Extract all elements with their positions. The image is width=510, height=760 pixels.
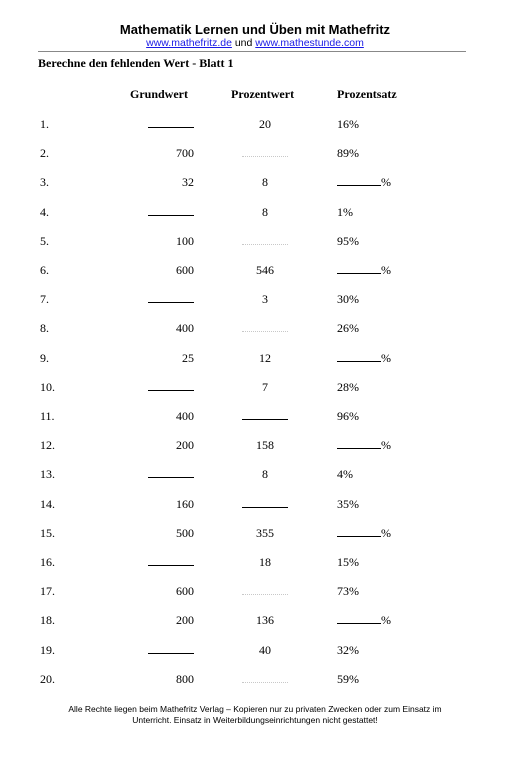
links-connector: und (231, 37, 256, 49)
table-row (0, 408, 510, 424)
prozentwert-blank[interactable] (242, 408, 288, 424)
answer-line (337, 525, 381, 537)
grundwert-blank[interactable] (148, 379, 194, 395)
column-header-prozentsatz: Prozentsatz (337, 87, 397, 101)
answer-line (148, 291, 194, 303)
grundwert-value: 400 (176, 409, 194, 423)
prozentwert-value: 3 (262, 292, 268, 307)
column-header-prozentwert: Prozentwert (231, 87, 295, 101)
row-number: 17. (40, 584, 55, 599)
table-row (0, 233, 510, 249)
row-number: 15. (40, 525, 55, 540)
prozentsatz-value: 1% (337, 204, 353, 219)
answer-line (337, 350, 381, 362)
prozentwert-blank[interactable] (242, 320, 288, 336)
table-row (0, 554, 510, 570)
table-row (0, 525, 510, 541)
site-title: Mathematik Lernen und Üben mit Mathefritz (119, 22, 391, 37)
table-row (0, 612, 510, 628)
grundwert-blank[interactable] (148, 554, 194, 570)
prozentwert-value: 12 (259, 350, 271, 365)
mathestunde-link[interactable]: www.mathestunde.com (255, 37, 364, 49)
row-number: 3. (40, 175, 49, 190)
row-number: 20. (40, 671, 55, 686)
prozentsatz-value: 32% (337, 642, 359, 657)
table-row (0, 379, 510, 395)
answer-line (242, 583, 288, 595)
answer-line (148, 116, 194, 128)
prozentwert-blank[interactable] (242, 671, 288, 687)
prozentwert-value: 158 (256, 438, 274, 453)
grundwert-value: 160 (176, 496, 194, 511)
grundwert-value: 500 (176, 525, 194, 540)
prozentsatz-value: 15% (337, 555, 359, 569)
prozentsatz-value: 59% (337, 671, 359, 686)
table-row (0, 291, 510, 307)
table-row (0, 437, 510, 453)
prozentsatz-blank[interactable] (337, 437, 391, 453)
prozentwert-value: 8 (262, 467, 268, 482)
table-row (0, 642, 510, 658)
answer-line (148, 642, 194, 654)
row-number: 4. (40, 204, 49, 219)
answer-line (242, 320, 288, 332)
percent-sign: % (381, 525, 391, 540)
prozentsatz-value: 96% (337, 409, 359, 423)
row-number: 11. (40, 409, 55, 423)
row-number: 14. (40, 496, 55, 511)
table-row (0, 145, 510, 161)
table-row (0, 116, 510, 132)
answer-line (337, 262, 381, 274)
prozentwert-value: 136 (256, 613, 274, 628)
prozentsatz-value: 4% (337, 467, 353, 482)
grundwert-value: 25 (182, 350, 194, 365)
column-header-grundwert: Grundwert (130, 87, 188, 101)
prozentwert-value: 20 (259, 117, 271, 131)
grundwert-value: 100 (176, 233, 194, 248)
prozentwert-value: 18 (259, 555, 271, 569)
table-row (0, 466, 510, 482)
prozentwert-value: 40 (259, 642, 271, 657)
grundwert-value: 400 (176, 321, 194, 336)
header-links (0, 37, 510, 50)
grundwert-value: 600 (176, 584, 194, 599)
percent-sign: % (381, 175, 391, 190)
grundwert-blank[interactable] (148, 116, 194, 132)
percent-sign: % (381, 350, 391, 365)
prozentwert-value: 8 (262, 175, 268, 190)
table-row (0, 204, 510, 220)
answer-line (337, 174, 381, 186)
table-row (0, 174, 510, 190)
prozentsatz-blank[interactable] (337, 262, 391, 278)
prozentwert-value: 355 (256, 525, 274, 540)
table-row (0, 350, 510, 366)
grundwert-value: 200 (176, 438, 194, 453)
footer-line-1: Alle Rechte liegen beim Mathefritz Verlag – Kopieren nur zu privaten Zwecken oder zum Einsatz im (68, 704, 442, 714)
prozentsatz-value: 35% (337, 496, 359, 511)
row-number: 1. (40, 117, 49, 131)
sheet-title: Berechne den fehlenden Wert - Blatt 1 (38, 56, 234, 70)
answer-line (242, 408, 288, 420)
answer-line (148, 204, 194, 216)
table-row (0, 583, 510, 599)
prozentsatz-blank[interactable] (337, 525, 391, 541)
answer-line (242, 671, 288, 683)
header-divider (38, 51, 466, 52)
table-row (0, 671, 510, 687)
prozentwert-blank[interactable] (242, 233, 288, 249)
percent-sign: % (381, 263, 391, 277)
answer-line (148, 379, 194, 391)
row-number: 7. (40, 292, 49, 307)
prozentsatz-blank[interactable] (337, 174, 391, 190)
grundwert-value: 800 (176, 671, 194, 686)
answer-line (242, 233, 288, 245)
row-number: 2. (40, 146, 49, 161)
prozentwert-value: 7 (262, 379, 268, 394)
grundwert-value: 600 (176, 263, 194, 277)
answer-line (337, 437, 381, 449)
row-number: 10. (40, 379, 55, 394)
row-number: 19. (40, 642, 55, 657)
prozentsatz-value: 95% (337, 233, 359, 248)
grundwert-blank[interactable] (148, 642, 194, 658)
grundwert-blank[interactable] (148, 291, 194, 307)
prozentsatz-value: 89% (337, 146, 359, 161)
prozentsatz-value: 30% (337, 292, 359, 307)
percent-sign: % (381, 438, 391, 453)
table-row (0, 262, 510, 278)
prozentsatz-value: 16% (337, 117, 359, 131)
page-header (0, 22, 510, 50)
grundwert-value: 700 (176, 146, 194, 161)
grundwert-value: 32 (182, 175, 194, 190)
row-number: 8. (40, 321, 49, 336)
row-number: 5. (40, 233, 49, 248)
prozentsatz-blank[interactable] (337, 350, 391, 366)
row-number: 18. (40, 613, 55, 628)
percent-sign: % (381, 613, 391, 628)
row-number: 9. (40, 350, 49, 365)
row-number: 6. (40, 263, 49, 277)
answer-line (148, 466, 194, 478)
prozentwert-blank[interactable] (242, 496, 288, 512)
grundwert-blank[interactable] (148, 204, 194, 220)
prozentwert-value: 546 (256, 263, 274, 277)
prozentwert-blank[interactable] (242, 583, 288, 599)
row-number: 12. (40, 438, 55, 453)
answer-line (242, 145, 288, 157)
prozentwert-value: 8 (262, 204, 268, 219)
table-row (0, 320, 510, 336)
prozentwert-blank[interactable] (242, 145, 288, 161)
grundwert-value: 200 (176, 613, 194, 628)
footer-line-2: Unterricht. Einsatz in Weiterbildungseinrichtungen nicht gestattet! (132, 715, 378, 725)
prozentsatz-value: 73% (337, 584, 359, 599)
answer-line (242, 496, 288, 508)
grundwert-blank[interactable] (148, 466, 194, 482)
row-number: 13. (40, 467, 55, 482)
prozentsatz-value: 26% (337, 321, 359, 336)
answer-line (148, 554, 194, 566)
copyright-footer (40, 704, 470, 726)
table-row (0, 496, 510, 512)
mathefritz-link[interactable]: www.mathefritz.de (146, 37, 232, 49)
prozentsatz-blank[interactable] (337, 612, 391, 628)
row-number: 16. (40, 555, 55, 569)
answer-line (337, 612, 381, 624)
prozentsatz-value: 28% (337, 379, 359, 394)
